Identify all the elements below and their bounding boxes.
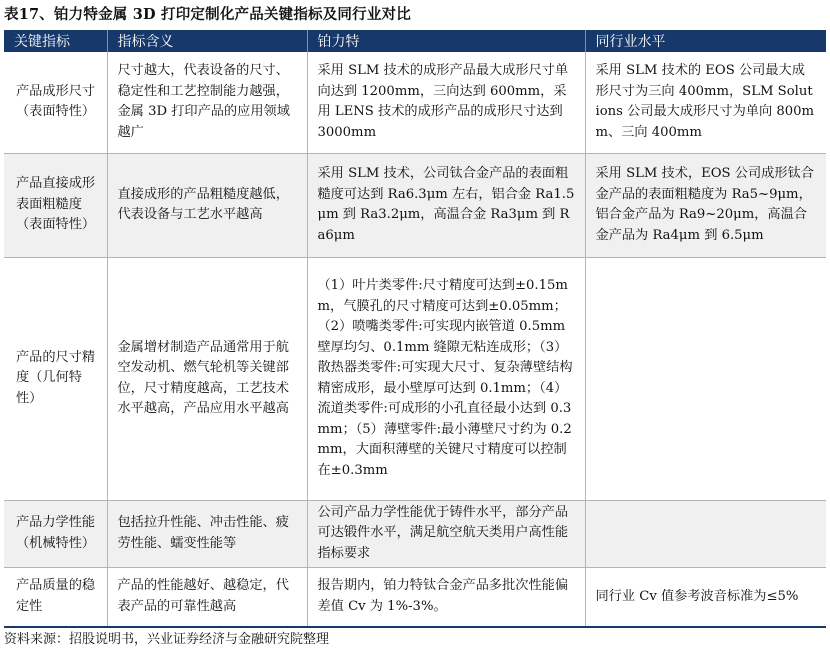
cell-meaning: 产品的性能越好、越稳定，代表产品的可靠性越高 — [107, 567, 307, 627]
cell-blt: 公司产品力学性能优于铸件水平，部分产品可达锻件水平，满足航空航天类用户高性能指标要求 — [307, 500, 585, 567]
header-industry: 同行业水平 — [585, 30, 826, 52]
cell-meaning: 直接成形的产品粗糙度越低，代表设备与工艺水平越高 — [107, 153, 307, 257]
cell-meaning: 金属增材制造产品通常用于航空发动机、燃气轮机等关键部位，尺寸精度越高，工艺技术水平越高，产品应用水平越高 — [107, 257, 307, 500]
header-blt: 铂力特 — [307, 30, 585, 52]
cell-indicator: 产品力学性能（机械特性） — [4, 500, 107, 567]
table-row — [4, 567, 826, 627]
cell-blt: 报告期内，铂力特钛合金产品多批次性能偏差值 Cv 为 1%-3%。 — [307, 567, 585, 627]
table-title: 表17、铂力特金属 3D 打印定制化产品关键指标及同行业对比 — [4, 6, 411, 23]
cell-industry: 采用 SLM 技术的 EOS 公司最大成形尺寸为三向 400mm，SLM Solutions 公司最大成形尺寸为单向 800mm、三向 400mm — [585, 52, 826, 153]
header-meaning: 指标含义 — [107, 30, 307, 52]
table-row — [4, 257, 826, 500]
cell-industry: 同行业 Cv 值参考波音标准为≤5% — [585, 567, 826, 627]
cell-indicator: 产品质量的稳定性 — [4, 567, 107, 627]
table-row — [4, 153, 826, 257]
cell-indicator: 产品直接成形表面粗糙度（表面特性） — [4, 153, 107, 257]
table-header-row — [4, 30, 826, 52]
cell-industry — [585, 257, 826, 500]
cell-blt: （1）叶片类零件:尺寸精度可达到±0.15mm，气膜孔的尺寸精度可达到±0.05mm；（2）喷嘴类零件:可实现内嵌管道 0.5mm 壁厚均匀、0.1mm 缝隙无粘连成形；（3）散热器类零件:可实现大尺寸、复杂薄壁结构精密成形，最小壁厚可达到 0.1mm；（4）流道类零件:可成形的小孔直径最小达到 0.3mm；（5）薄壁零件:最小薄壁尺寸约为 0.2mm，大面积薄壁的关键尺寸精度可以控制在±0.3mm — [307, 257, 585, 500]
cell-indicator: 产品的尺寸精度（几何特性） — [4, 257, 107, 500]
cell-meaning: 包括拉升性能、冲击性能、疲劳性能、蠕变性能等 — [107, 500, 307, 567]
source-note: 资料来源：招股说明书，兴业证券经济与金融研究院整理 — [4, 632, 330, 647]
comparison-table — [4, 30, 826, 628]
cell-meaning: 尺寸越大，代表设备的尺寸、稳定性和工艺控制能力越强，金属 3D 打印产品的应用领域越广 — [107, 52, 307, 153]
table-row — [4, 500, 826, 567]
table-row — [4, 52, 826, 153]
header-indicator: 关键指标 — [4, 30, 107, 52]
cell-indicator: 产品成形尺寸（表面特性） — [4, 52, 107, 153]
cell-industry — [585, 500, 826, 567]
cell-industry: 采用 SLM 技术，EOS 公司成形钛合金产品的表面粗糙度为 Ra5~9μm，铝合金产品为 Ra9~20μm，高温合金产品为 Ra4μm 到 6.5μm — [585, 153, 826, 257]
cell-blt: 采用 SLM 技术，公司钛合金产品的表面粗糙度可达到 Ra6.3μm 左右，铝合金 Ra1.5μm 到 Ra3.2μm，高温合金 Ra3μm 到 Ra6μm — [307, 153, 585, 257]
cell-blt: 采用 SLM 技术的成形产品最大成形尺寸单向达到 1200mm，三向达到 600mm，采用 LENS 技术的成形产品的成形尺寸达到 3000mm — [307, 52, 585, 153]
